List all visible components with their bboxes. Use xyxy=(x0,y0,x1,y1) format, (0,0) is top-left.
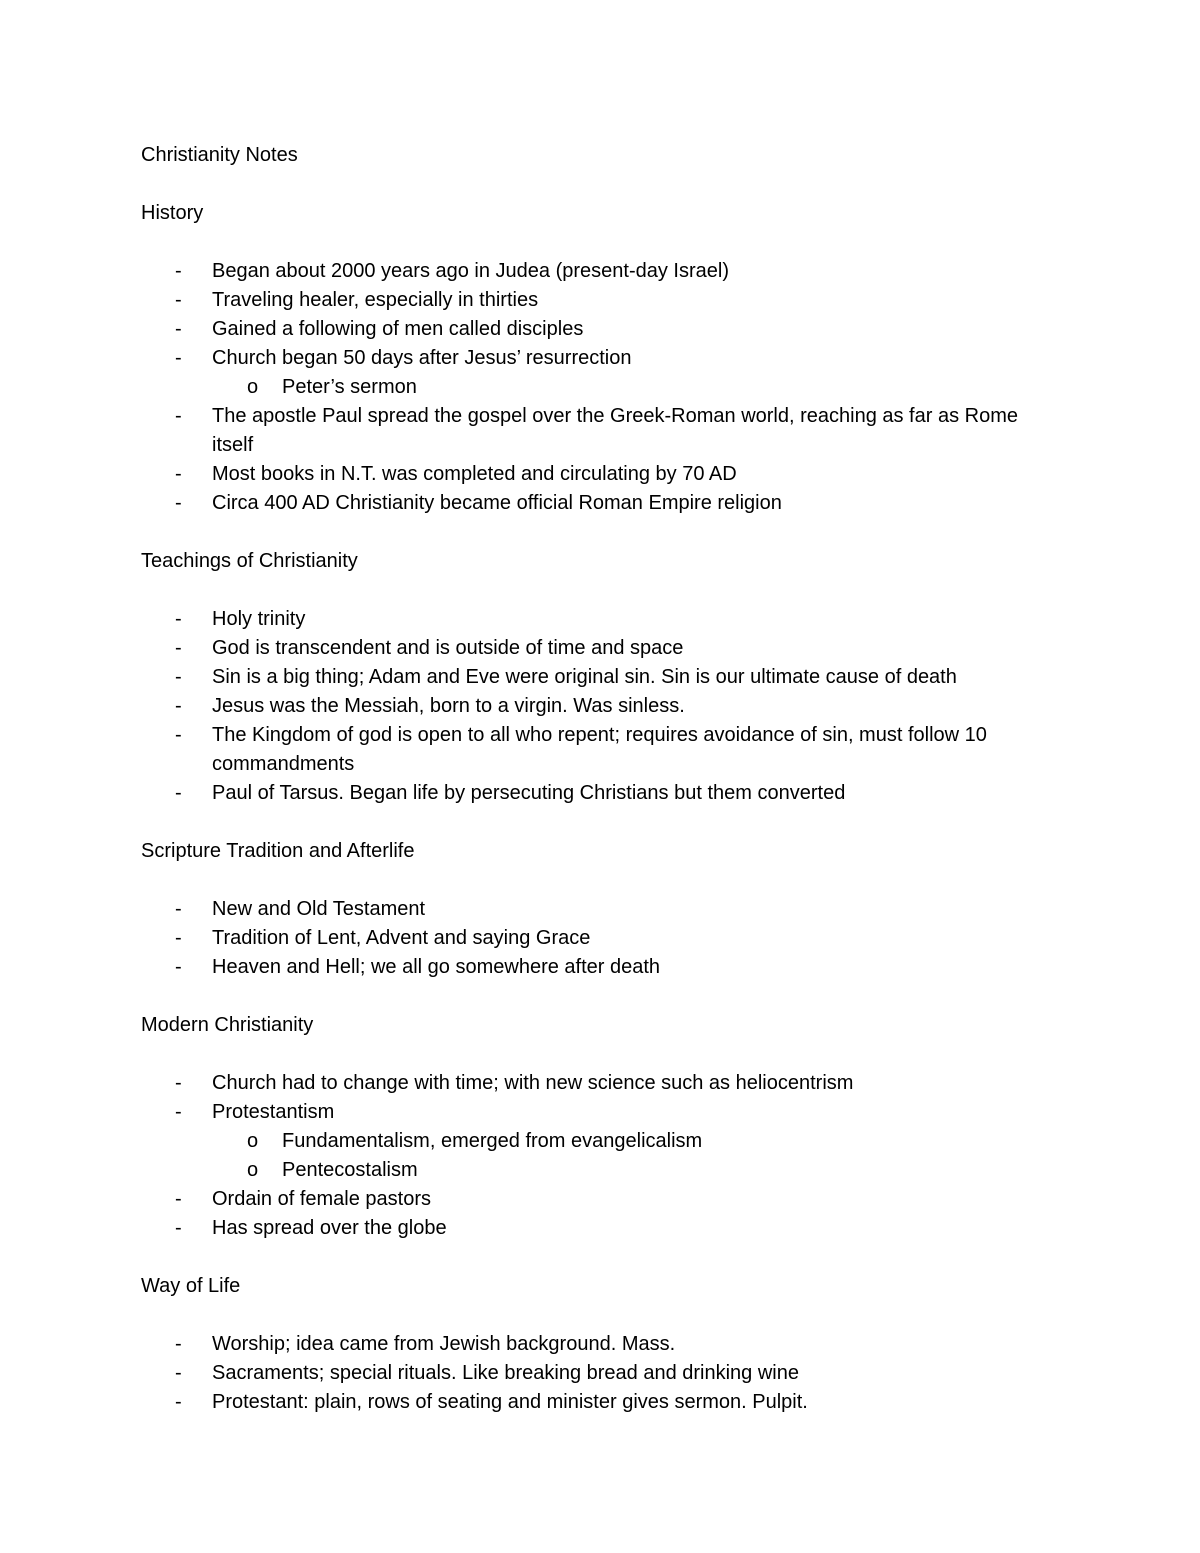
dash-bullet-icon: - xyxy=(175,608,182,630)
list-item xyxy=(141,895,1061,924)
section xyxy=(141,1011,1061,1272)
list-item xyxy=(141,721,1061,779)
spacer xyxy=(141,170,1061,199)
dash-bullet-icon: - xyxy=(175,927,182,949)
list-item-text: Jesus was the Messiah, born to a virgin. Was sinless. xyxy=(212,695,685,717)
section xyxy=(141,837,1061,1011)
list-item-text: Has spread over the globe xyxy=(212,1217,447,1239)
sub-list-item-text: Fundamentalism, emerged from evangelicalism xyxy=(282,1130,703,1152)
list-item-text: Worship; idea came from Jewish background. Mass. xyxy=(212,1333,676,1355)
spacer xyxy=(141,1040,1061,1069)
list-item xyxy=(141,402,1061,460)
list-item xyxy=(141,663,1061,692)
list-item-text: Church had to change with time; with new science such as heliocentrism xyxy=(212,1072,854,1094)
list-item-text: New and Old Testament xyxy=(212,898,426,920)
section-heading: Scripture Tradition and Afterlife xyxy=(141,840,415,862)
sub-list-item xyxy=(141,1127,1061,1156)
section xyxy=(141,199,1061,547)
dash-bullet-icon: - xyxy=(175,898,182,920)
list-item-text: Most books in N.T. was completed and circulating by 70 AD xyxy=(212,463,737,485)
bullet-list xyxy=(141,1069,1061,1243)
list-item xyxy=(141,344,1061,402)
list-item xyxy=(141,460,1061,489)
sub-list-item xyxy=(141,373,1061,402)
list-item xyxy=(141,257,1061,286)
dash-bullet-icon: - xyxy=(175,1362,182,1384)
sub-list xyxy=(141,1127,1061,1185)
dash-bullet-icon: - xyxy=(175,347,182,369)
list-item-text: Gained a following of men called disciples xyxy=(212,318,584,340)
dash-bullet-icon: - xyxy=(175,637,182,659)
list-item-text: Began about 2000 years ago in Judea (present-day Israel) xyxy=(212,260,730,282)
section-heading: Way of Life xyxy=(141,1275,241,1297)
dash-bullet-icon: - xyxy=(175,956,182,978)
list-item xyxy=(141,1330,1061,1359)
list-item xyxy=(141,953,1061,982)
circle-bullet-icon: o xyxy=(247,1159,259,1181)
section xyxy=(141,1272,1061,1417)
dash-bullet-icon: - xyxy=(175,724,182,746)
list-item xyxy=(141,692,1061,721)
list-item-text: Church began 50 days after Jesus’ resurrection xyxy=(212,347,632,369)
dash-bullet-icon: - xyxy=(175,1072,182,1094)
dash-bullet-icon: - xyxy=(175,492,182,514)
list-item xyxy=(141,1185,1061,1214)
sub-list-item-text: Peter’s sermon xyxy=(282,376,417,398)
bullet-list xyxy=(141,895,1061,982)
dash-bullet-icon: - xyxy=(175,405,182,427)
list-item-text: The apostle Paul spread the gospel over the Greek-Roman world, reaching as far as Rome itself xyxy=(212,405,1018,456)
list-item-text: Holy trinity xyxy=(212,608,306,630)
dash-bullet-icon: - xyxy=(175,782,182,804)
spacer xyxy=(141,576,1061,605)
section-heading: History xyxy=(141,202,204,224)
list-item-text: The Kingdom of god is open to all who repent; requires avoidance of sin, must follow 10 commandments xyxy=(212,724,987,775)
dash-bullet-icon: - xyxy=(175,695,182,717)
section-heading: Modern Christianity xyxy=(141,1014,314,1036)
list-item-text: Circa 400 AD Christianity became official Roman Empire religion xyxy=(212,492,782,514)
document-title: Christianity Notes xyxy=(141,144,298,166)
dash-bullet-icon: - xyxy=(175,1188,182,1210)
list-item-text: Paul of Tarsus. Began life by persecuting Christians but them converted xyxy=(212,782,846,804)
circle-bullet-icon: o xyxy=(247,376,259,398)
list-item-text: God is transcendent and is outside of time and space xyxy=(212,637,684,659)
dash-bullet-icon: - xyxy=(175,1101,182,1123)
list-item-text: Ordain of female pastors xyxy=(212,1188,431,1210)
dash-bullet-icon: - xyxy=(175,289,182,311)
list-item-text: Sacraments; special rituals. Like breaking bread and drinking wine xyxy=(212,1362,799,1384)
list-item-text: Tradition of Lent, Advent and saying Grace xyxy=(212,927,591,949)
dash-bullet-icon: - xyxy=(175,260,182,282)
list-item xyxy=(141,489,1061,518)
spacer xyxy=(141,808,1061,837)
dash-bullet-icon: - xyxy=(175,1333,182,1355)
document-body xyxy=(141,141,1061,1417)
dash-bullet-icon: - xyxy=(175,1391,182,1413)
section-heading: Teachings of Christianity xyxy=(141,550,358,572)
list-item xyxy=(141,1214,1061,1243)
bullet-list xyxy=(141,605,1061,808)
bullet-list xyxy=(141,1330,1061,1417)
list-item xyxy=(141,605,1061,634)
spacer xyxy=(141,982,1061,1011)
spacer xyxy=(141,1301,1061,1330)
list-item xyxy=(141,1069,1061,1098)
list-item xyxy=(141,634,1061,663)
dash-bullet-icon: - xyxy=(175,666,182,688)
sections-container xyxy=(141,199,1061,1417)
dash-bullet-icon: - xyxy=(175,318,182,340)
spacer xyxy=(141,1243,1061,1272)
list-item xyxy=(141,924,1061,953)
bullet-list xyxy=(141,257,1061,518)
dash-bullet-icon: - xyxy=(175,463,182,485)
list-item-text: Traveling healer, especially in thirties xyxy=(212,289,539,311)
sub-list xyxy=(141,373,1061,402)
list-item-text: Heaven and Hell; we all go somewhere after death xyxy=(212,956,661,978)
list-item-text: Sin is a big thing; Adam and Eve were original sin. Sin is our ultimate cause of death xyxy=(212,666,957,688)
list-item xyxy=(141,1098,1061,1185)
sub-list-item xyxy=(141,1156,1061,1185)
list-item xyxy=(141,1388,1061,1417)
list-item-text: Protestant: plain, rows of seating and minister gives sermon. Pulpit. xyxy=(212,1391,808,1413)
list-item-text: Protestantism xyxy=(212,1101,335,1123)
list-item xyxy=(141,1359,1061,1388)
spacer xyxy=(141,228,1061,257)
dash-bullet-icon: - xyxy=(175,1217,182,1239)
sub-list-item-text: Pentecostalism xyxy=(282,1159,418,1181)
circle-bullet-icon: o xyxy=(247,1130,259,1152)
spacer xyxy=(141,866,1061,895)
spacer xyxy=(141,518,1061,547)
list-item xyxy=(141,779,1061,808)
list-item xyxy=(141,286,1061,315)
list-item xyxy=(141,315,1061,344)
section xyxy=(141,547,1061,837)
